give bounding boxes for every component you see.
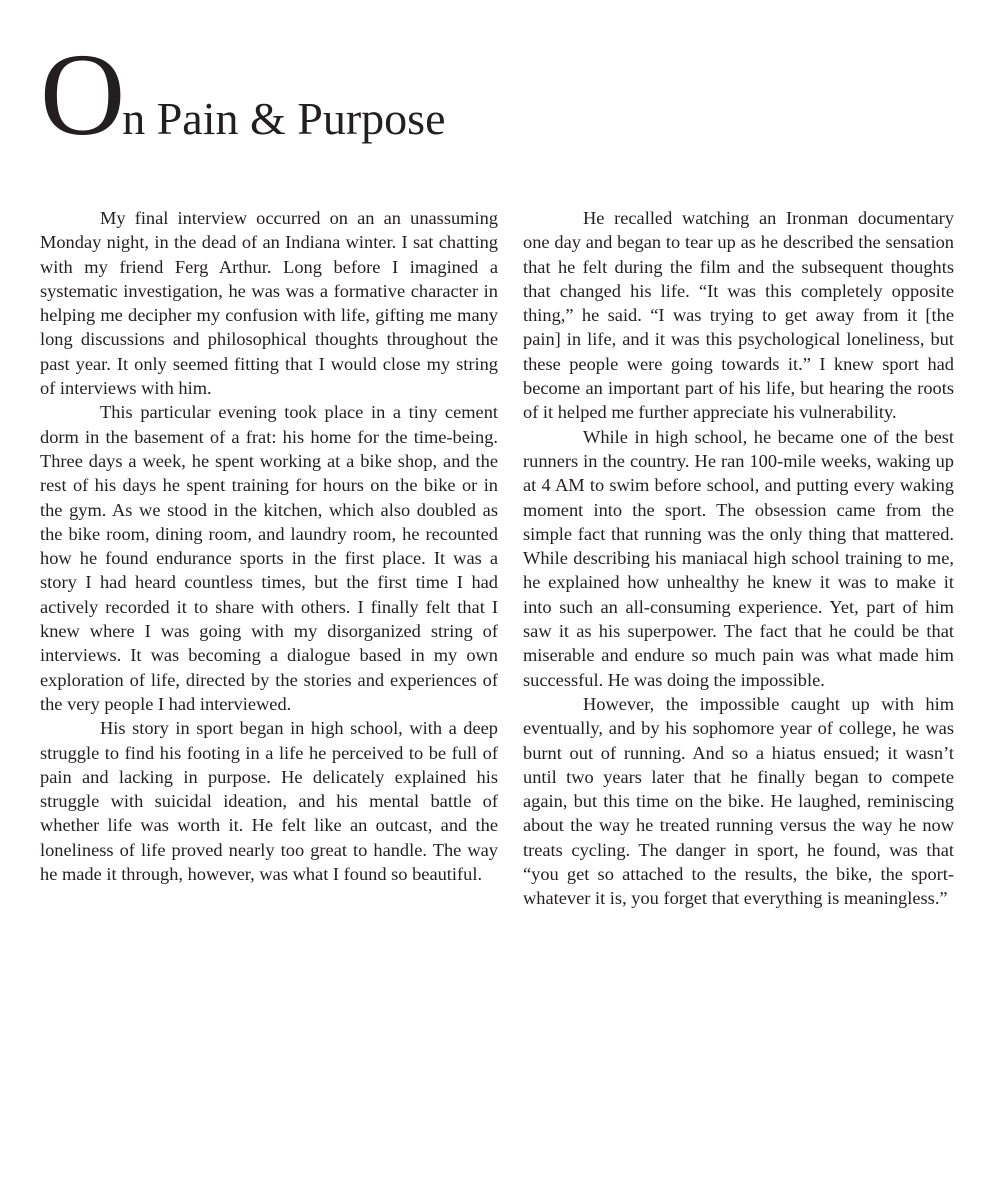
right-column: [523, 206, 954, 911]
paragraph: However, the impossible caught up with him eventually, and by his sophomore year of college, he was burnt out of running. And so a hiatus ensued; it wasn’t until two years later that he finally began to compete again, but this time on the bike. He laughed, reminiscing about the way he treated running versus the way he now treats cycling. The danger in sport, he found, was that “you get so attached to the results, the bike, the sport- whatever it is, you forget that everything is meaningless.”: [523, 693, 954, 909]
title-text: n Pain & Purpose: [122, 93, 446, 144]
paragraph: My final interview occurred on an an unassuming Monday night, in the dead of an Indiana winter. I sat chatting with my friend Ferg Arthur. Long before I imagined a systematic investigation, he was was a formative character in helping me decipher my confusion with life, gifting me many long discussions and philosophical thoughts throughout the past year. It only seemed fitting that I would close my string of interviews with him.: [40, 208, 498, 399]
left-column: [40, 206, 498, 886]
paragraph: His story in sport began in high school, with a deep struggle to find his footing in a life he perceived to be full of pain and lacking in purpose. He delicately explained his struggle with suicidal ideation, and his mental battle of whether life was worth it. He felt like an outcast, and the loneliness of life proved nearly too great to handle. The way he made it through, however, was what I found so beautiful.: [40, 718, 498, 885]
paragraph: While in high school, he became one of the best runners in the country. He ran 100-mile weeks, waking up at 4 AM to swim before school, and putting every waking moment into the sport. The obsession came from the simple fact that running was the only thing that mattered. While describing his maniacal high school training to me, he explained how unhealthy he knew it was to make it into such an all-consuming experience. Yet, part of him saw it as his superpower. The fact that he could be that miserable and endure so much pain was what made him successful. He was doing the impossible.: [523, 426, 954, 690]
page-title: [40, 29, 446, 160]
drop-cap: O: [40, 29, 123, 160]
paragraph: He recalled watching an Ironman documentary one day and began to tear up as he described the sensation that he felt during the film and the subsequent thoughts that changed his life. “It was this completely opposite thing,” he said. “I was trying to get away from it [the pain] in life, and it was this psychological loneliness, but these people were going towards it.” I knew sport had become an important part of his life, but hearing the roots of it helped me further appreciate his vulnerability.: [523, 208, 954, 423]
paragraph: This particular evening took place in a tiny cement dorm in the basement of a frat: his home for the time-being. Three days a week, he spent working at a bike shop, and the rest of his days he spent training for hours on the bike or in the gym. As we stood in the kitchen, which also doubled as the bike room, dining room, and laundry room, he recounted how he found endurance sports in the first place. It was a story I had heard countless times, but the first time I had actively recorded it to share with others. I finally felt that I knew where I was going with my disorganized string of interviews. It was becoming a dialogue based in my own exploration of life, directed by the stories and experiences of the very people I had interviewed.: [40, 402, 498, 714]
